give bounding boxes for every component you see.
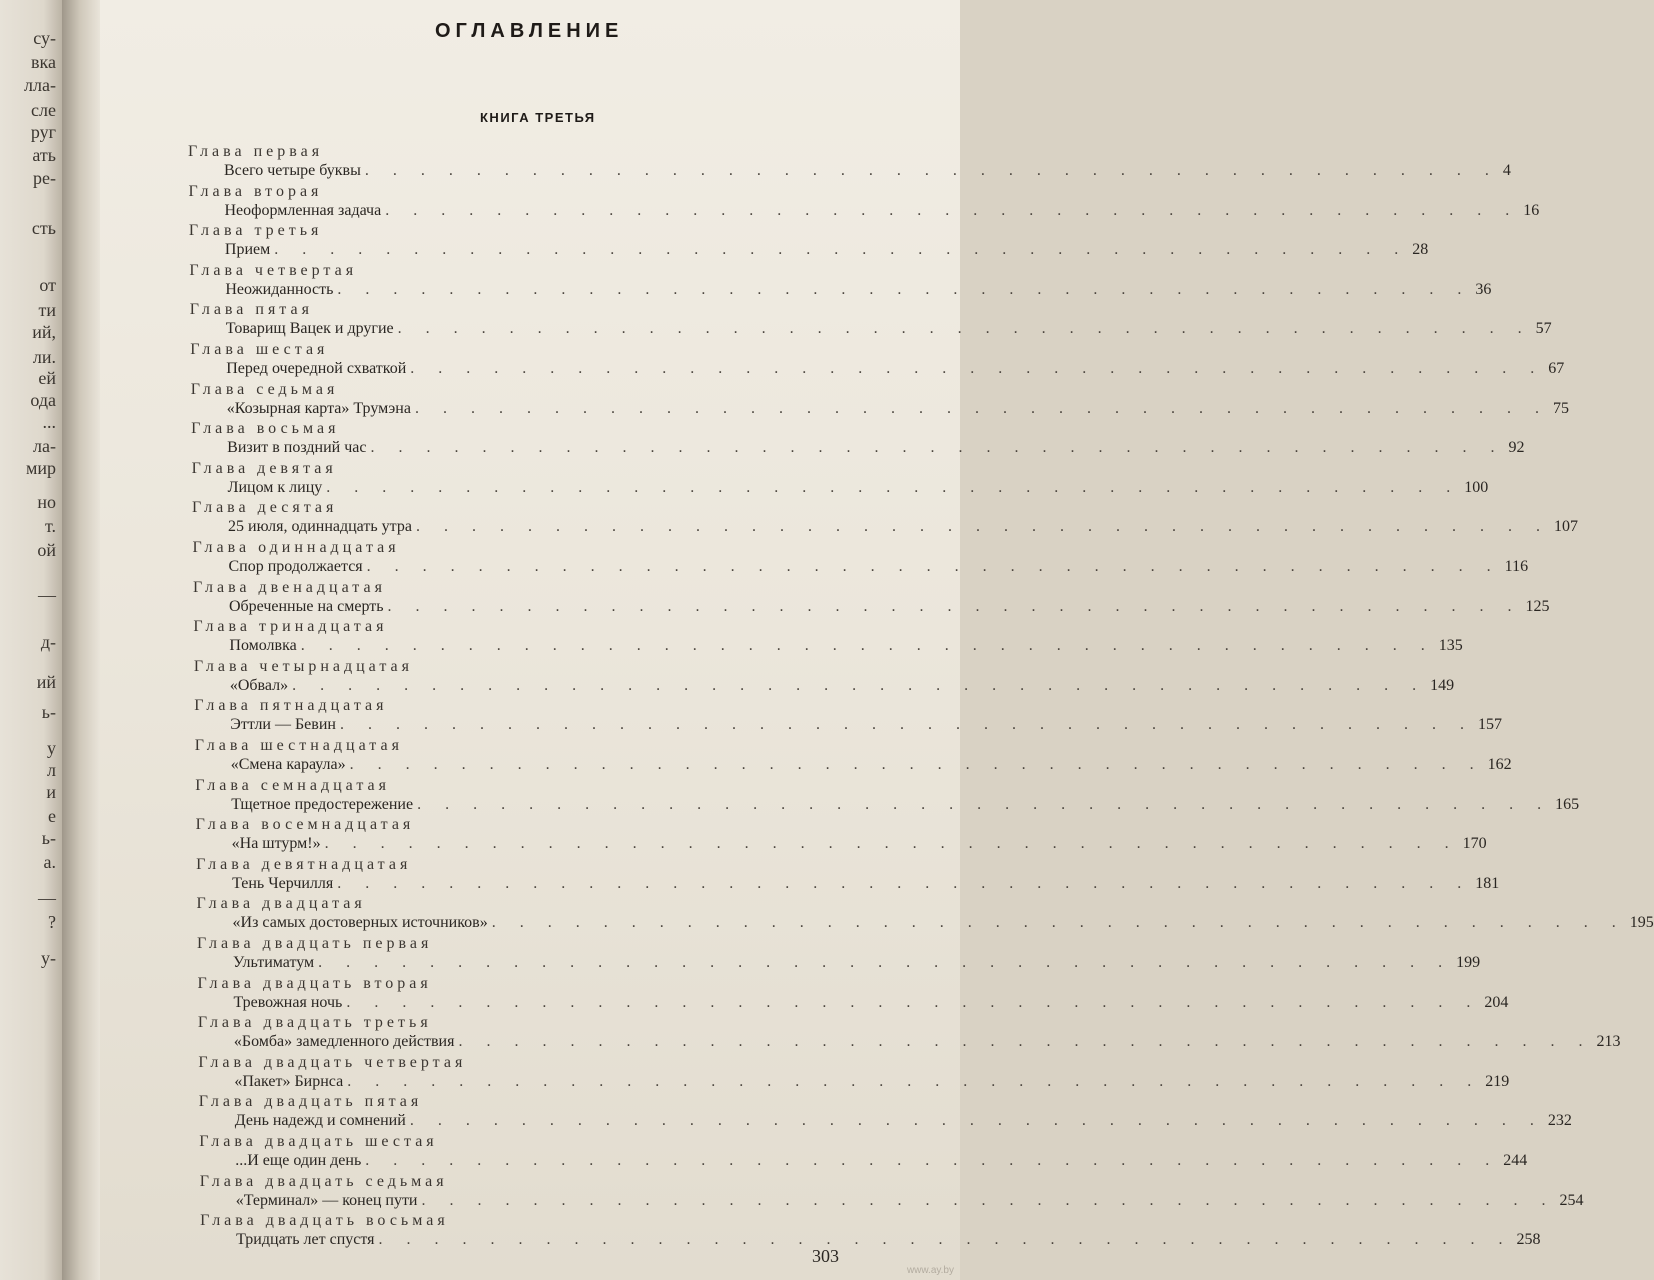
- toc-entry: [233, 1033, 1621, 1051]
- left-page-text: ь-: [41, 828, 56, 848]
- toc-entry: [228, 518, 1578, 536]
- chapter-title: Тень Черчилля: [232, 874, 334, 892]
- toc-entry: [224, 162, 1511, 180]
- dot-leader: . . . . . . . . . . . . . . . . . . . . . . . . . . . . . . . . . . . . . . . . .: [410, 360, 1545, 377]
- page-title: ОГЛАВЛЕНИЕ: [435, 20, 624, 42]
- chapter-page-number: 258: [1516, 1231, 1541, 1249]
- left-page-text: ти: [38, 300, 56, 320]
- chapter-page-number: 125: [1525, 597, 1550, 615]
- left-page-text: у-: [41, 948, 56, 968]
- chapter-label: Глава четвертая: [189, 261, 358, 279]
- toc-entry: [228, 558, 1529, 576]
- chapter-page-number: 244: [1503, 1152, 1528, 1169]
- chapter-title: Всего четыре буквы: [224, 162, 361, 179]
- toc-entry: [234, 1072, 1510, 1091]
- dot-leader: . . . . . . . . . . . . . . . . . . . . . . . . . . . . . . . . . . . . . . . . .: [292, 676, 1427, 694]
- dot-leader: . . . . . . . . . . . . . . . . . . . . . . . . . . . . . . . . . . . . . . . . .: [274, 241, 1409, 259]
- chapter-label: Глава двадцать седьмая: [199, 1172, 448, 1190]
- chapter-page-number: 107: [1553, 518, 1578, 536]
- chapter-title: Прием: [224, 241, 271, 259]
- toc-entry: [230, 716, 1502, 734]
- dot-leader: . . . . . . . . . . . . . . . . . . . . . . . . . . . . . . . . . . . . . . . . .: [378, 1231, 1513, 1249]
- left-page-text: лла-: [24, 75, 56, 95]
- chapter-title: Тщетное предостережение: [231, 795, 414, 813]
- chapter-label: Глава шестнадцатая: [194, 737, 403, 754]
- chapter-label: Глава двадцать восьмая: [200, 1212, 449, 1230]
- left-page-text: л: [47, 760, 56, 780]
- chapter-title: «Смена караула»: [230, 756, 346, 773]
- toc-entry: [232, 914, 1654, 932]
- toc-entry: [231, 835, 1487, 853]
- toc-entry: [226, 360, 1565, 378]
- chapter-page-number: 232: [1547, 1112, 1572, 1130]
- chapter-title: Обреченные на смерть: [228, 597, 384, 615]
- chapter-title: ...И еще один день: [235, 1152, 362, 1169]
- chapter-page-number: 100: [1464, 478, 1489, 496]
- chapter-page-number: 57: [1535, 320, 1552, 338]
- toc-entry: [231, 795, 1580, 814]
- dot-leader: . . . . . . . . . . . . . . . . . . . . . . . . . . . . . . . . . . . . . . . . .: [387, 597, 1522, 615]
- left-page-text: от: [39, 275, 56, 295]
- left-page-text: ли.: [32, 347, 56, 367]
- toc-entry: [225, 320, 1552, 338]
- chapter-label: Глава девятнадцатая: [196, 855, 412, 873]
- chapter-page-number: 75: [1552, 399, 1569, 417]
- chapter-page-number: 181: [1475, 874, 1500, 892]
- chapter-label: Глава третья: [188, 222, 323, 240]
- chapter-page-number: 204: [1484, 993, 1509, 1011]
- chapter-title: День надежд и сомнений: [234, 1112, 406, 1130]
- dot-leader: . . . . . . . . . . . . . . . . . . . . . . . . . . . . . . . . . . . . . . . . .: [337, 280, 1472, 298]
- chapter-page-number: 195: [1629, 914, 1654, 932]
- chapter-title: Спор продолжается: [228, 558, 363, 575]
- left-page-text: —: [38, 888, 56, 908]
- toc-entry: [230, 756, 1512, 774]
- chapter-title: Эттли — Бевин: [230, 716, 336, 734]
- left-page-text: ий: [36, 672, 56, 692]
- dot-leader: . . . . . . . . . . . . . . . . . . . . . . . . . . . . . . . . . . . . . . . . .: [324, 835, 1459, 853]
- chapter-label: Глава первая: [188, 143, 324, 160]
- toc-entry: [235, 1152, 1528, 1170]
- left-page-text: у: [47, 738, 56, 758]
- toc-entry: [234, 1112, 1572, 1130]
- dot-leader: . . . . . . . . . . . . . . . . . . . . . . . . . . . . . . . . . . . . . . . . .: [300, 637, 1435, 655]
- chapter-label: Глава одиннадцатая: [192, 539, 400, 556]
- left-page-text: но: [37, 492, 56, 512]
- dot-leader: . . . . . . . . . . . . . . . . . . . . . . . . . . . . . . . . . . . . . . . . .: [417, 795, 1552, 813]
- left-page-text: ать: [32, 145, 56, 165]
- chapter-label: Глава пятая: [189, 301, 313, 319]
- chapter-page-number: 199: [1456, 954, 1481, 971]
- dot-leader: . . . . . . . . . . . . . . . . . . . . . . . . . . . . . . . . . . . . . . . . .: [346, 993, 1481, 1011]
- toc-entry: [224, 201, 1540, 220]
- chapter-label: Глава девятая: [191, 459, 337, 477]
- chapter-title: Ультиматум: [233, 954, 315, 971]
- chapter-page-number: 157: [1477, 716, 1502, 734]
- toc-entry: [226, 399, 1569, 418]
- page-number: 303: [812, 1246, 839, 1266]
- chapter-title: Лицом к лицу: [227, 478, 323, 496]
- chapter-title: Тридцать лет спустя: [236, 1231, 375, 1249]
- toc-entry: [233, 993, 1509, 1012]
- watermark: www.ay.by: [906, 1265, 954, 1276]
- chapter-label: Глава двадцать третья: [197, 1014, 432, 1032]
- toc-entry: [227, 478, 1489, 497]
- left-page-text: ей: [38, 368, 56, 388]
- chapter-page-number: 92: [1508, 439, 1525, 457]
- left-page-text: ре-: [33, 168, 56, 188]
- left-page-text: руг: [30, 122, 56, 142]
- chapter-label: Глава двадцать первая: [197, 935, 433, 952]
- book-title: КНИГА ТРЕТЬЯ: [480, 110, 596, 125]
- dot-leader: . . . . . . . . . . . . . . . . . . . . . . . . . . . . . . . . . . . . . . . . .: [364, 162, 1499, 179]
- chapter-page-number: 170: [1462, 835, 1487, 853]
- chapter-label: Глава двадцать четвертая: [198, 1053, 467, 1071]
- chapter-title: «Обвал»: [229, 676, 289, 694]
- chapter-title: Неожиданность: [225, 280, 334, 298]
- left-page-text: д-: [40, 632, 56, 652]
- left-page-text: ий,: [32, 322, 56, 342]
- chapter-page-number: 162: [1487, 756, 1512, 773]
- chapter-title: Помолвка: [229, 637, 297, 655]
- chapter-label: Глава седьмая: [190, 380, 339, 398]
- toc-entry: [236, 1231, 1541, 1249]
- chapter-title: «На штурм!»: [231, 835, 321, 853]
- chapter-label: Глава восьмая: [191, 420, 340, 438]
- chapter-label: Глава тринадцатая: [193, 618, 388, 636]
- chapter-label: Глава семнадцатая: [195, 776, 390, 794]
- dot-leader: . . . . . . . . . . . . . . . . . . . . . . . . . . . . . . . . . . . . . . . . .: [458, 1033, 1593, 1051]
- left-page-text: ...: [42, 412, 56, 432]
- chapter-label: Глава четырнадцатая: [193, 657, 414, 675]
- toc-entry: [229, 676, 1455, 695]
- toc-entry: [228, 597, 1550, 616]
- dot-leader: . . . . . . . . . . . . . . . . . . . . . . . . . . . . . . . . . . . . . . . . .: [415, 518, 1550, 536]
- toc-entry: [224, 241, 1429, 259]
- chapter-page-number: 116: [1504, 558, 1529, 575]
- left-page-text: сле: [31, 100, 56, 120]
- toc-entry: [227, 439, 1525, 457]
- book-gutter: [62, 0, 102, 1280]
- chapter-label: Глава шестая: [190, 341, 329, 358]
- dot-leader: . . . . . . . . . . . . . . . . . . . . . . . . . . . . . . . . . . . . . . . . .: [318, 954, 1453, 971]
- dot-leader: . . . . . . . . . . . . . . . . . . . . . . . . . . . . . . . . . . . . . . . . .: [339, 716, 1474, 734]
- toc-page: [100, 0, 1654, 1280]
- chapter-label: Глава двадцать вторая: [197, 974, 432, 992]
- chapter-title: 25 июля, одиннадцать утра: [228, 518, 412, 536]
- dot-leader: . . . . . . . . . . . . . . . . . . . . . . . . . . . . . . . . . . . . . . . . .: [365, 1152, 1500, 1169]
- toc-entry: [232, 874, 1500, 893]
- left-page-text: ь-: [41, 702, 56, 722]
- chapter-page-number: 67: [1548, 360, 1565, 377]
- chapter-label: Глава двадцать пятая: [198, 1093, 423, 1111]
- left-page-text: т.: [44, 516, 56, 536]
- left-page-text: вка: [31, 52, 56, 72]
- chapter-label: Глава двадцать шестая: [199, 1133, 438, 1150]
- dot-leader: . . . . . . . . . . . . . . . . . . . . . . . . . . . . . . . . . . . . . . . . .: [414, 399, 1549, 417]
- chapter-label: Глава пятнадцатая: [194, 697, 388, 715]
- chapter-page-number: 165: [1555, 795, 1580, 813]
- left-page-text: ода: [30, 390, 56, 410]
- left-page-text: су-: [33, 28, 56, 48]
- chapter-page-number: 219: [1485, 1072, 1510, 1090]
- dot-leader: . . . . . . . . . . . . . . . . . . . . . . . . . . . . . . . . . . . . . . . . .: [347, 1072, 1482, 1090]
- left-page-fragment: [0, 0, 62, 1280]
- left-page-text: ой: [37, 540, 56, 560]
- chapter-page-number: 4: [1502, 162, 1511, 179]
- dot-leader: . . . . . . . . . . . . . . . . . . . . . . . . . . . . . . . . . . . . . . . . .: [409, 1112, 1544, 1130]
- dot-leader: . . . . . . . . . . . . . . . . . . . . . . . . . . . . . . . . . . . . . . . . .: [397, 320, 1532, 338]
- left-page-text: —: [38, 585, 56, 605]
- chapter-title: «Бомба» замедленного действия: [233, 1033, 455, 1051]
- chapter-title: Неоформленная задача: [224, 201, 382, 219]
- left-page-text: е: [48, 806, 56, 826]
- chapter-title: «Пакет» Бирнса: [234, 1072, 344, 1090]
- chapter-label: Глава вторая: [188, 182, 323, 200]
- chapter-page-number: 28: [1412, 241, 1429, 259]
- toc-entry: [235, 1191, 1584, 1210]
- dot-leader: . . . . . . . . . . . . . . . . . . . . . . . . . . . . . . . . . . . . . . . . .: [326, 478, 1461, 496]
- left-page-text: а.: [43, 852, 56, 872]
- left-page-text: ?: [48, 912, 56, 932]
- chapter-page-number: 213: [1596, 1033, 1621, 1051]
- dot-leader: . . . . . . . . . . . . . . . . . . . . . . . . . . . . . . . . . . . . . . . . .: [337, 874, 1472, 892]
- toc-entry: [233, 954, 1481, 972]
- toc-entry: [225, 280, 1492, 299]
- dot-leader: . . . . . . . . . . . . . . . . . . . . . . . . . . . . . . . . . . . . . . . . .: [370, 439, 1505, 457]
- chapter-title: Товарищ Вацек и другие: [225, 320, 394, 338]
- chapter-title: Перед очередной схваткой: [226, 360, 407, 377]
- chapter-page-number: 36: [1475, 280, 1492, 298]
- chapter-label: Глава двадцатая: [196, 895, 366, 913]
- left-page-text: мир: [25, 458, 56, 478]
- dot-leader: . . . . . . . . . . . . . . . . . . . . . . . . . . . . . . . . . . . . . . . . .: [491, 914, 1626, 932]
- toc-entry: [229, 637, 1463, 655]
- dot-leader: . . . . . . . . . . . . . . . . . . . . . . . . . . . . . . . . . . . . . . . . .: [366, 558, 1501, 575]
- chapter-title: Тревожная ночь: [233, 993, 343, 1011]
- left-page-text: и: [46, 782, 56, 802]
- chapter-title: «Козырная карта» Трумэна: [226, 399, 411, 417]
- dot-leader: . . . . . . . . . . . . . . . . . . . . . . . . . . . . . . . . . . . . . . . . .: [421, 1191, 1556, 1209]
- left-page-text: ла-: [33, 436, 56, 456]
- chapter-page-number: 135: [1438, 637, 1463, 655]
- chapter-page-number: 149: [1430, 676, 1455, 694]
- chapter-label: Глава восемнадцатая: [195, 816, 415, 834]
- dot-leader: . . . . . . . . . . . . . . . . . . . . . . . . . . . . . . . . . . . . . . . . .: [349, 756, 1484, 773]
- chapter-page-number: 254: [1559, 1191, 1584, 1209]
- chapter-label: Глава двенадцатая: [192, 578, 386, 596]
- dot-leader: . . . . . . . . . . . . . . . . . . . . . . . . . . . . . . . . . . . . . . . . .: [385, 201, 1520, 219]
- chapter-title: «Из самых достоверных источников»: [232, 914, 488, 932]
- chapter-page-number: 16: [1523, 201, 1540, 219]
- chapter-title: «Терминал» — конец пути: [235, 1191, 418, 1209]
- left-page-text: сть: [31, 218, 56, 238]
- chapter-title: Визит в поздний час: [227, 439, 367, 457]
- chapter-label: Глава десятая: [192, 499, 338, 517]
